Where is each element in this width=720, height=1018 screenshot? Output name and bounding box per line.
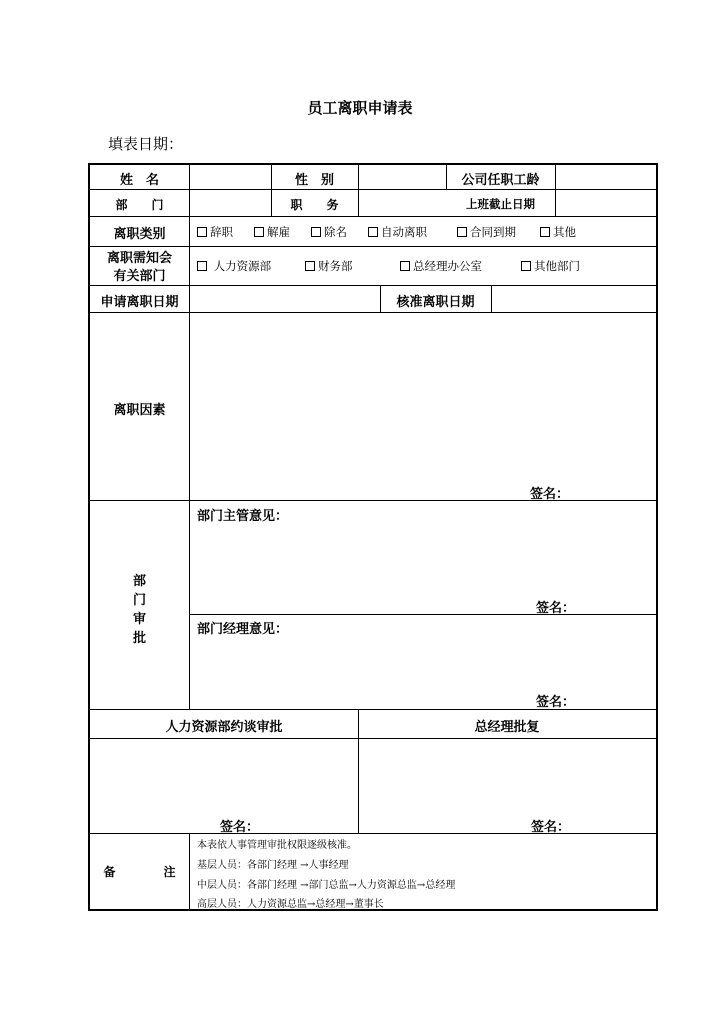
checkbox[interactable] [197, 227, 207, 237]
supervisor-signature-label: 签名： [536, 601, 576, 616]
dept-approval-char-1: 部 [132, 574, 146, 589]
form-title: 员工离职申请表 [307, 99, 413, 117]
remarks-line-2: 基层人员：各部门经理 →人事经理 [197, 860, 349, 871]
remarks-line-3: 中层人员：各部门经理 →部门总监→人力资源总监→总经理 [197, 880, 456, 891]
fill-date-label: 填表日期： [108, 135, 184, 153]
last-workday-label: 上班截止日期 [466, 197, 535, 211]
checkbox[interactable] [254, 227, 264, 237]
leave-type-label: 离职类别 [113, 227, 166, 242]
gm-signature-label: 签名： [531, 820, 571, 835]
leave-option-contract-expired[interactable]: 合同到期 [457, 224, 516, 240]
leave-option-other[interactable]: 其他 [540, 224, 576, 240]
hr-interview-label: 人力资源部约谈审批 [165, 720, 283, 735]
manager-opinion-label: 部门经理意见： [197, 622, 289, 637]
checkbox[interactable] [311, 227, 321, 237]
leave-option-dismissed[interactable]: 解雇 [254, 224, 290, 240]
name-label: 姓 名 [119, 173, 159, 188]
row-divider [90, 833, 656, 834]
row-divider [90, 738, 656, 739]
notify-depts-label-line1: 离职需知会 [106, 251, 172, 266]
remarks-label: 备 注 [103, 865, 176, 879]
dept-approval-char-3: 审 [132, 612, 146, 627]
checkbox[interactable] [457, 227, 467, 237]
remarks-line-4: 高层人员：人力资源总监→总经理→董事长 [197, 899, 384, 910]
supervisor-opinion-label: 部门主管意见： [197, 509, 289, 524]
notify-option-hr[interactable]: 人力资源部 [197, 258, 271, 274]
notify-option-other[interactable]: 其他部门 [521, 258, 580, 274]
approved-date-label: 核准离职日期 [396, 295, 475, 310]
reason-signature-label: 签名： [530, 487, 570, 502]
checkbox[interactable] [540, 227, 550, 237]
remarks-line-1: 本表依人事管理审批权限逐级核准。 [197, 840, 357, 851]
gm-reply-label: 总经理批复 [474, 720, 540, 735]
notify-option-gm-office[interactable]: 总经理办公室 [400, 258, 482, 274]
position-label: 职 务 [290, 198, 339, 212]
col-divider [189, 165, 190, 709]
row-divider [90, 500, 656, 501]
reason-label: 离职因素 [113, 403, 166, 418]
hr-signature-label: 签名： [220, 820, 260, 835]
col-divider [358, 165, 359, 216]
checkbox[interactable] [368, 227, 378, 237]
checkbox[interactable] [305, 261, 315, 271]
tenure-label: 公司任职工龄 [461, 173, 540, 188]
notify-option-finance[interactable]: 财务部 [305, 258, 353, 274]
apply-date-label: 申请离职日期 [100, 295, 179, 310]
row-divider [90, 312, 656, 313]
leave-option-self-departure[interactable]: 自动离职 [368, 224, 427, 240]
notify-depts-label-line2: 有关部门 [113, 269, 166, 284]
form-table [88, 163, 658, 911]
leave-option-resign[interactable]: 辞职 [197, 224, 233, 240]
dept-approval-char-2: 门 [132, 593, 146, 608]
checkbox[interactable] [521, 261, 531, 271]
checkbox[interactable] [197, 261, 207, 271]
gender-label: 性 别 [294, 173, 334, 188]
row-divider [90, 285, 656, 286]
col-divider [491, 285, 492, 312]
row-divider [90, 216, 656, 217]
manager-signature-label: 签名： [536, 695, 576, 710]
col-divider [555, 165, 556, 216]
dept-approval-char-4: 批 [132, 631, 146, 646]
leave-option-removed[interactable]: 除名 [311, 224, 347, 240]
row-divider [189, 614, 656, 615]
row-divider [90, 189, 656, 190]
col-divider [189, 833, 190, 909]
checkbox[interactable] [400, 261, 410, 271]
department-label: 部 门 [115, 198, 164, 212]
